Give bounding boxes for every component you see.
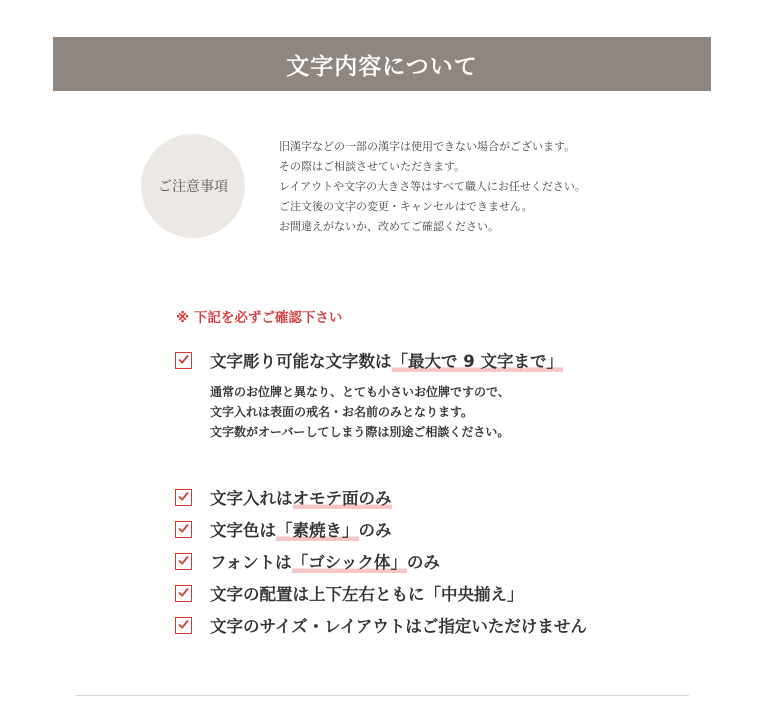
notice-badge-label: ご注意事項 bbox=[158, 179, 228, 195]
section-title: 文字内容について bbox=[286, 53, 478, 80]
checklist-text: 文字の配置は上下左右ともに「中央揃え」 bbox=[210, 585, 524, 604]
checklist-text: 文字入れはオモテ面のみ bbox=[210, 489, 392, 508]
highlight-text: 「ゴシック体」 bbox=[291, 553, 407, 572]
checkbox-checked-icon bbox=[175, 521, 192, 538]
notice-line: 旧漢字などの一部の漢字は使用できない場合がございます。 bbox=[279, 140, 576, 153]
notice-line: お間違えがないか、改めてご確認ください。 bbox=[279, 220, 499, 233]
checklist-item-alignment bbox=[175, 581, 524, 605]
checklist-item-layout bbox=[175, 613, 587, 637]
checkbox-checked-icon bbox=[175, 489, 192, 506]
checklist-text: 文字彫り可能な文字数は「最大で 9 文字まで」 bbox=[210, 352, 563, 371]
char-limit-details bbox=[210, 382, 510, 442]
notice-line: その際はご相談させていただきます。 bbox=[279, 160, 466, 173]
highlight-text: オモテ面のみ bbox=[292, 489, 392, 508]
notice-line: ご注文後の文字の変更・キャンセルはできません。 bbox=[279, 200, 533, 213]
checklist-text: 文字のサイズ・レイアウトはご指定いただけません bbox=[210, 617, 587, 636]
notice-list bbox=[279, 137, 586, 237]
checklist-item-front-only bbox=[175, 485, 392, 509]
checkbox-checked-icon bbox=[175, 617, 192, 634]
notice-badge bbox=[141, 134, 245, 238]
checklist-item-font bbox=[175, 549, 440, 573]
detail-line: 文字数がオーバーしてしまう際は別途ご相談ください。 bbox=[210, 425, 510, 439]
detail-line: 通常のお位牌と異なり、とても小さいお位牌ですので、 bbox=[210, 385, 510, 399]
detail-line: 文字入れは表面の戒名・お名前のみとなります。 bbox=[210, 405, 474, 419]
checklist-text: フォントは「ゴシック体」のみ bbox=[210, 553, 440, 572]
checklist-item-color bbox=[175, 517, 392, 541]
checklist-item-char-limit bbox=[175, 348, 563, 372]
section-header bbox=[53, 37, 711, 91]
checkbox-checked-icon bbox=[175, 352, 192, 369]
notice-line: レイアウトや文字の大きさ等はすべて職人にお任せください。 bbox=[279, 180, 586, 193]
checklist-text: 文字色は「素焼き」のみ bbox=[210, 521, 392, 540]
highlight-text: 「素焼き」 bbox=[276, 521, 359, 540]
highlight-text: 「最大で 9 文字まで」 bbox=[391, 352, 563, 371]
bottom-divider bbox=[76, 695, 689, 696]
checkbox-checked-icon bbox=[175, 585, 192, 602]
checkbox-checked-icon bbox=[175, 553, 192, 570]
confirm-warning: ※ 下記を必ずご確認下さい bbox=[176, 310, 343, 326]
